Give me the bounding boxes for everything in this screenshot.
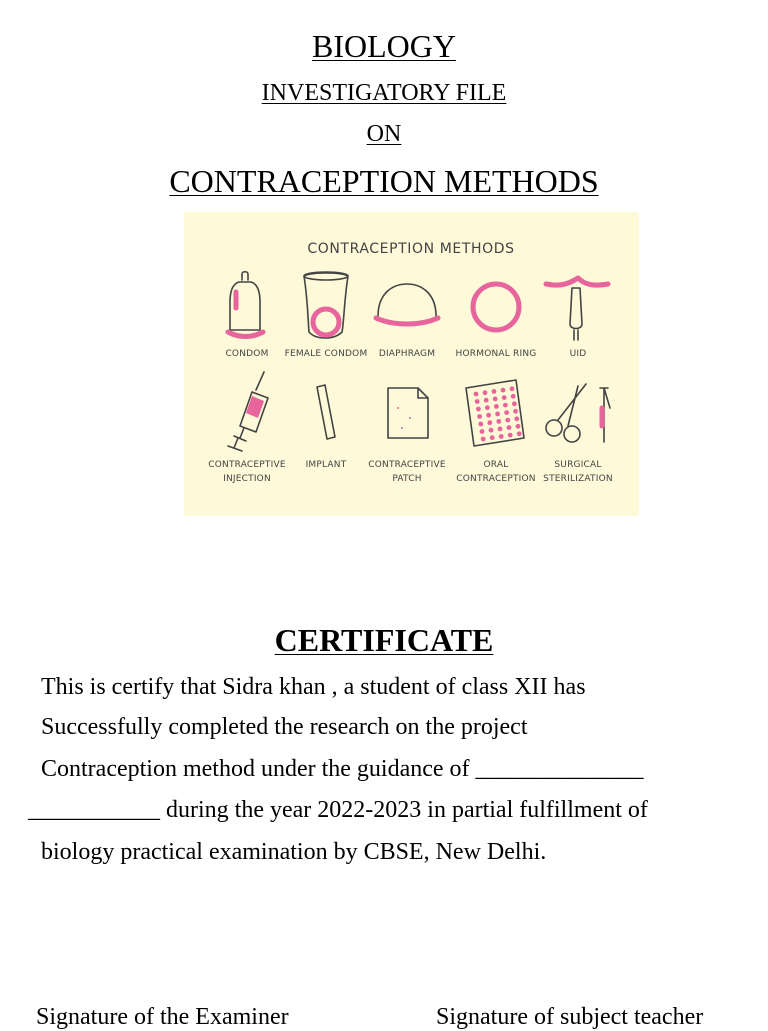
diaphragm-icon bbox=[376, 284, 438, 324]
illustration-label: CONTRACEPTIVE bbox=[208, 460, 286, 470]
surgical-tools-icon bbox=[546, 384, 610, 442]
pill-dot bbox=[484, 398, 489, 403]
illustration-label: CONTRACEPTION bbox=[456, 474, 536, 484]
pill-dot bbox=[487, 420, 492, 425]
project-topic: CONTRACEPTION METHODS bbox=[169, 163, 599, 199]
certificate-text-line: ___________ during the year 2022-2023 in partial fulfillment of bbox=[28, 797, 648, 823]
pill-dot bbox=[496, 419, 501, 424]
pill-dot bbox=[498, 427, 503, 432]
pill-dot bbox=[483, 390, 488, 395]
pill-dot bbox=[508, 433, 513, 438]
certificate-text-line: This is certify that Sidra khan , a student of class XII has bbox=[41, 674, 586, 700]
illustration-label: DIAPHRAGM bbox=[378, 349, 436, 359]
document-subtitle-on: ON bbox=[366, 121, 402, 147]
certificate-text-line: biology practical examination by CBSE, New Delhi. bbox=[41, 839, 547, 865]
pill-dot bbox=[505, 418, 510, 423]
illustration-label: SURGICAL bbox=[554, 460, 602, 470]
illustration-label: IMPLANT bbox=[305, 460, 347, 470]
pill-dot bbox=[494, 404, 499, 409]
illustration-label: CONTRACEPTIVE bbox=[368, 460, 446, 470]
certificate-text-line: Contraception method under the guidance of ______________ bbox=[41, 756, 644, 782]
pill-dot bbox=[503, 403, 508, 408]
condom-icon bbox=[228, 272, 263, 337]
pill-dot bbox=[476, 407, 481, 412]
pill-dot bbox=[493, 397, 498, 402]
pill-dot bbox=[513, 409, 518, 414]
pill-dot bbox=[481, 437, 486, 442]
pill-dot bbox=[485, 405, 490, 410]
illustration-label: CONDOM bbox=[225, 349, 269, 359]
pill-dot bbox=[492, 389, 497, 394]
pill-dot bbox=[502, 395, 507, 400]
iud-icon bbox=[546, 278, 608, 340]
illustration-label: INJECTION bbox=[223, 474, 271, 484]
document-subtitle: INVESTIGATORY FILE bbox=[261, 80, 507, 106]
examiner-signature-label: Signature of the Examiner bbox=[36, 1004, 289, 1030]
pill-dot bbox=[478, 422, 483, 427]
pill-dot bbox=[501, 388, 506, 393]
illustration-canvas bbox=[184, 212, 639, 516]
pill-pack-icon bbox=[466, 380, 524, 446]
patch-icon bbox=[388, 388, 428, 438]
certificate-text-line: Successfully completed the research on the project bbox=[41, 714, 528, 740]
pill-dot bbox=[504, 410, 509, 415]
pill-dot bbox=[517, 431, 522, 436]
pill-dot bbox=[480, 429, 485, 434]
teacher-signature-label: Signature of subject teacher bbox=[436, 1004, 704, 1030]
illustration-label: ORAL bbox=[483, 460, 509, 470]
pill-dot bbox=[495, 412, 500, 417]
hormonal-ring-icon bbox=[473, 284, 519, 330]
pill-dot bbox=[486, 413, 491, 418]
pill-dot bbox=[516, 424, 521, 429]
illustration-label: HORMONAL RING bbox=[455, 349, 537, 359]
pill-dot bbox=[489, 428, 494, 433]
illustration-label: FEMALE CONDOM bbox=[284, 349, 368, 359]
illustration-title: CONTRACEPTION METHODS bbox=[307, 241, 515, 257]
female-condom-icon bbox=[304, 272, 348, 338]
implant-icon bbox=[317, 385, 335, 439]
pill-dot bbox=[510, 386, 515, 391]
pill-dot bbox=[474, 392, 479, 397]
certificate-heading: CERTIFICATE bbox=[274, 622, 494, 658]
pill-dot bbox=[475, 399, 480, 404]
illustration-label: PATCH bbox=[392, 474, 422, 484]
pill-dot bbox=[490, 435, 495, 440]
illustration-label: UID bbox=[569, 349, 587, 359]
illustration-label: STERILIZATION bbox=[543, 474, 613, 484]
contraception-methods-illustration bbox=[184, 212, 639, 516]
pill-dot bbox=[512, 401, 517, 406]
pill-dot bbox=[514, 416, 519, 421]
pill-dot bbox=[511, 394, 516, 399]
document-title: BIOLOGY bbox=[312, 28, 456, 64]
pill-dot bbox=[477, 414, 482, 419]
syringe-icon bbox=[228, 372, 268, 451]
pill-dot bbox=[507, 425, 512, 430]
pill-dot bbox=[499, 434, 504, 439]
